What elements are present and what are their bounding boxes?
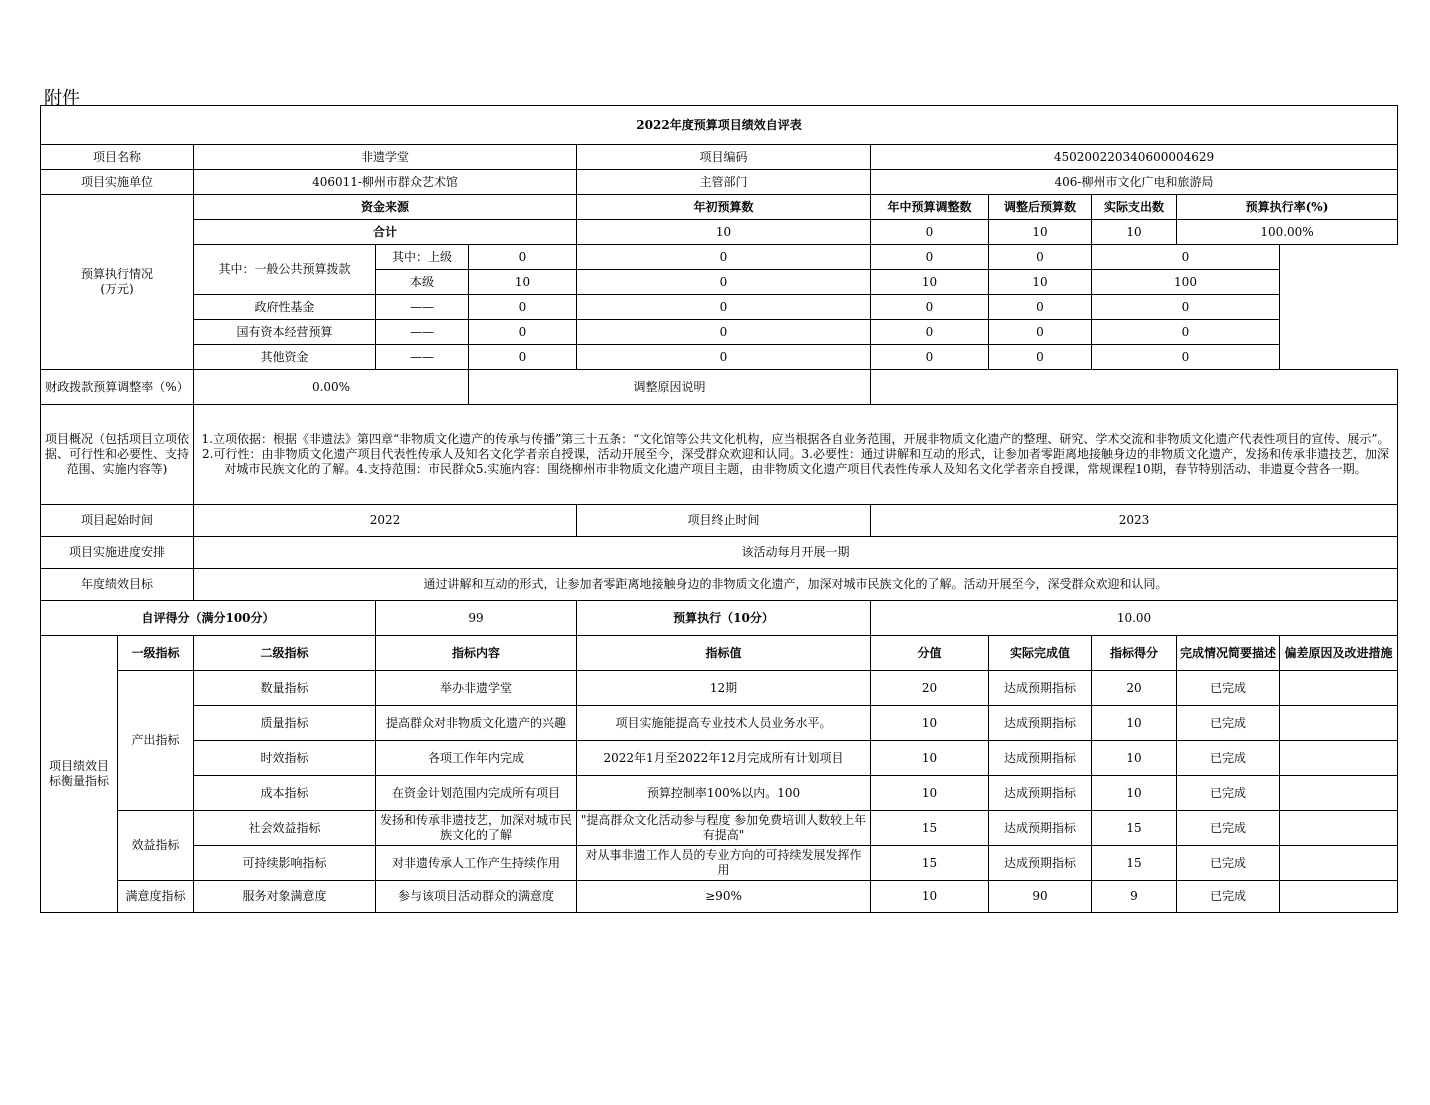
overview-label: 项目概况（包括项目立项依据、可行性和必要性、支持范围、实施内容等) xyxy=(41,405,194,505)
other-actual: 0 xyxy=(989,345,1092,370)
page-title: 2022年度预算项目绩效自评表 xyxy=(41,106,1398,145)
indicator-actual: 达成预期指标 xyxy=(989,706,1092,741)
upper-mid: 0 xyxy=(577,245,871,270)
adjust-reason-value xyxy=(871,370,1398,405)
soe-mid: 0 xyxy=(577,320,871,345)
indicator-content: 在资金计划范围内完成所有项目 xyxy=(376,776,577,811)
gov-fund-dash: —— xyxy=(376,295,469,320)
indicator-score: 10 xyxy=(1092,706,1177,741)
budget-section-title: 预算执行情况 xyxy=(80,267,153,281)
level2-name: 服务对象满意度 xyxy=(194,881,376,913)
header-initial: 年初预算数 xyxy=(577,195,871,220)
table-row xyxy=(41,245,1398,270)
indicator-score: 10 xyxy=(1092,741,1177,776)
indicator-reason xyxy=(1280,846,1398,881)
indicator-value: ≥90% xyxy=(577,881,871,913)
indicator-actual: 达成预期指标 xyxy=(989,671,1092,706)
indicator-value: "提高群众文化活动参与程度 参加免费培训人数较上年有提高" xyxy=(577,811,871,846)
progress-label: 项目实施进度安排 xyxy=(41,537,194,569)
indicator-weight: 15 xyxy=(871,811,989,846)
start-time-label: 项目起始时间 xyxy=(41,505,194,537)
indicator-score: 10 xyxy=(1092,776,1177,811)
upper-initial: 0 xyxy=(469,245,577,270)
indicator-value: 2022年1月至2022年12月完成所有计划项目 xyxy=(577,741,871,776)
other-label: 其他资金 xyxy=(194,345,376,370)
gov-fund-rate: 0 xyxy=(1092,295,1280,320)
indicator-content: 各项工作年内完成 xyxy=(376,741,577,776)
level2-name: 可持续影响指标 xyxy=(194,846,376,881)
project-name: 非遗学堂 xyxy=(194,145,577,170)
level2-name: 时效指标 xyxy=(194,741,376,776)
indicator-weight: 10 xyxy=(871,741,989,776)
indicator-score: 20 xyxy=(1092,671,1177,706)
indicator-content: 对非遗传承人工作产生持续作用 xyxy=(376,846,577,881)
group-satisfaction: 满意度指标 xyxy=(118,881,194,913)
header-mid-adjust: 年中预算调整数 xyxy=(871,195,989,220)
indicator-score: 15 xyxy=(1092,846,1177,881)
indicator-content: 发扬和传承非遗技艺，加深对城市民族文化的了解 xyxy=(376,811,577,846)
local-adjusted: 10 xyxy=(871,270,989,295)
total-label: 合计 xyxy=(194,220,577,245)
project-code: 450200220340600004629 xyxy=(871,145,1398,170)
adjust-reason-label: 调整原因说明 xyxy=(469,370,871,405)
indicator-score: 9 xyxy=(1092,881,1177,913)
gov-fund-adjusted: 0 xyxy=(871,295,989,320)
indicator-content: 举办非遗学堂 xyxy=(376,671,577,706)
general-budget-label: 其中：一般公共预算拨款 xyxy=(194,245,376,295)
start-time: 2022 xyxy=(194,505,577,537)
overview-text: 1.立项依据：根据《非遗法》第四章“非物质文化遗产的传承与传播”第三十五条：“文化馆等公共文化机构，应当根据各自业务范围，开展非物质文化遗产的整理、研究、学术交流和非物质文化遗产代表性项目的宣传、展示”。2.可行性：由非物质文化遗产项目代表性传承人及知名文化学者亲自授课，活动开展至今，深受群众欢迎和认同。3.必要性：通过讲解和互动的形式，让参加者零距离地接触身边的非物质文化遗产，发扬和传承非遗技艺，加深对城市民族文化的了解。4.支持范围：市民群众5.实施内容：围绕柳州市非物质文化遗产项目主题，由非物质文化遗产项目代表性传承人及知名文化学者亲自授课，常规课程10期，春节特别活动、非遗夏令营各一期。 xyxy=(194,405,1398,505)
indicator-status: 已完成 xyxy=(1177,846,1280,881)
header-source: 资金来源 xyxy=(194,195,577,220)
other-adjusted: 0 xyxy=(871,345,989,370)
adjust-rate-label: 财政拨款预算调整率（%） xyxy=(41,370,194,405)
total-adjusted: 10 xyxy=(989,220,1092,245)
budget-section-unit: (万元) xyxy=(100,282,134,296)
header-content: 指标内容 xyxy=(376,636,577,671)
header-value: 指标值 xyxy=(577,636,871,671)
indicator-status: 已完成 xyxy=(1177,881,1280,913)
group-effect: 效益指标 xyxy=(118,811,194,881)
indicator-actual: 达成预期指标 xyxy=(989,776,1092,811)
indicator-value: 对从事非遗工作人员的专业方向的可持续发展发挥作用 xyxy=(577,846,871,881)
annual-goal-label: 年度绩效目标 xyxy=(41,569,194,601)
indicator-status: 已完成 xyxy=(1177,671,1280,706)
adjust-rate-value: 0.00% xyxy=(194,370,469,405)
project-name-label: 项目名称 xyxy=(41,145,194,170)
header-score: 指标得分 xyxy=(1092,636,1177,671)
indicator-value: 12期 xyxy=(577,671,871,706)
upper-adjusted: 0 xyxy=(871,245,989,270)
table-row xyxy=(41,220,1398,245)
indicator-actual: 达成预期指标 xyxy=(989,741,1092,776)
header-adjusted: 调整后预算数 xyxy=(989,195,1092,220)
header-reason: 偏差原因及改进措施 xyxy=(1280,636,1398,671)
indicator-score: 15 xyxy=(1092,811,1177,846)
indicator-content: 提高群众对非物质文化遗产的兴趣 xyxy=(376,706,577,741)
soe-dash: —— xyxy=(376,320,469,345)
indicator-section-label: 项目绩效目标衡量指标 xyxy=(41,636,118,913)
project-code-label: 项目编码 xyxy=(577,145,871,170)
table-row xyxy=(41,881,1398,913)
indicator-weight: 10 xyxy=(871,881,989,913)
indicator-weight: 10 xyxy=(871,776,989,811)
budget-exec-label: 预算执行（10分） xyxy=(577,601,871,636)
soe-label: 国有资本经营预算 xyxy=(194,320,376,345)
progress-text: 该活动每月开展一期 xyxy=(194,537,1398,569)
header-status: 完成情况简要描述 xyxy=(1177,636,1280,671)
gov-fund-actual: 0 xyxy=(989,295,1092,320)
dept-label: 主管部门 xyxy=(577,170,871,195)
level2-name: 成本指标 xyxy=(194,776,376,811)
table-row xyxy=(41,776,1398,811)
soe-initial: 0 xyxy=(469,320,577,345)
total-rate: 100.00% xyxy=(1177,220,1398,245)
total-mid: 0 xyxy=(871,220,989,245)
local-mid: 0 xyxy=(577,270,871,295)
local-rate: 100 xyxy=(1092,270,1280,295)
indicator-status: 已完成 xyxy=(1177,811,1280,846)
indicator-weight: 15 xyxy=(871,846,989,881)
indicator-weight: 20 xyxy=(871,671,989,706)
other-mid: 0 xyxy=(577,345,871,370)
indicator-status: 已完成 xyxy=(1177,741,1280,776)
indicator-reason xyxy=(1280,706,1398,741)
other-dash: —— xyxy=(376,345,469,370)
indicator-status: 已完成 xyxy=(1177,706,1280,741)
other-initial: 0 xyxy=(469,345,577,370)
header-weight: 分值 xyxy=(871,636,989,671)
indicator-status: 已完成 xyxy=(1177,776,1280,811)
indicator-reason xyxy=(1280,776,1398,811)
budget-exec-value: 10.00 xyxy=(871,601,1398,636)
indicator-actual: 90 xyxy=(989,881,1092,913)
header-rate: 预算执行率(%) xyxy=(1177,195,1398,220)
gov-fund-mid: 0 xyxy=(577,295,871,320)
attachment-label: 附件 xyxy=(44,88,80,109)
indicator-reason xyxy=(1280,881,1398,913)
level2-name: 质量指标 xyxy=(194,706,376,741)
table-row xyxy=(41,706,1398,741)
local-initial: 10 xyxy=(469,270,577,295)
upper-rate: 0 xyxy=(1092,245,1280,270)
unit-value: 406011-柳州市群众艺术馆 xyxy=(194,170,577,195)
performance-table xyxy=(40,105,1398,913)
table-row xyxy=(41,811,1398,846)
local-label: 本级 xyxy=(376,270,469,295)
indicator-reason xyxy=(1280,811,1398,846)
end-time: 2023 xyxy=(871,505,1398,537)
other-rate: 0 xyxy=(1092,345,1280,370)
table-row xyxy=(41,741,1398,776)
self-score-label: 自评得分（满分100分） xyxy=(41,601,376,636)
indicator-reason xyxy=(1280,671,1398,706)
annual-goal-text: 通过讲解和互动的形式，让参加者零距离地接触身边的非物质文化遗产，加深对城市民族文化的了解。活动开展至今，深受群众欢迎和认同。 xyxy=(194,569,1398,601)
header-level1: 一级指标 xyxy=(118,636,194,671)
indicator-value: 预算控制率100%以内。100 xyxy=(577,776,871,811)
local-actual: 10 xyxy=(989,270,1092,295)
table-row xyxy=(41,320,1398,345)
group-output: 产出指标 xyxy=(118,671,194,811)
table-row xyxy=(41,345,1398,370)
dept-value: 406-柳州市文化广电和旅游局 xyxy=(871,170,1398,195)
header-actual: 实际支出数 xyxy=(1092,195,1177,220)
end-time-label: 项目终止时间 xyxy=(577,505,871,537)
header-level2: 二级指标 xyxy=(194,636,376,671)
table-row xyxy=(41,671,1398,706)
header-actual-value: 实际完成值 xyxy=(989,636,1092,671)
soe-rate: 0 xyxy=(1092,320,1280,345)
unit-label: 项目实施单位 xyxy=(41,170,194,195)
indicator-value: 项目实施能提高专业技术人员业务水平。 xyxy=(577,706,871,741)
self-score-value: 99 xyxy=(376,601,577,636)
total-initial: 10 xyxy=(577,220,871,245)
table-row xyxy=(41,846,1398,881)
soe-actual: 0 xyxy=(989,320,1092,345)
soe-adjusted: 0 xyxy=(871,320,989,345)
level2-name: 数量指标 xyxy=(194,671,376,706)
upper-label: 其中：上级 xyxy=(376,245,469,270)
budget-section-label xyxy=(41,195,194,370)
level2-name: 社会效益指标 xyxy=(194,811,376,846)
indicator-weight: 10 xyxy=(871,706,989,741)
indicator-content: 参与该项目活动群众的满意度 xyxy=(376,881,577,913)
indicator-reason xyxy=(1280,741,1398,776)
indicator-actual: 达成预期指标 xyxy=(989,811,1092,846)
total-actual: 10 xyxy=(1092,220,1177,245)
table-row xyxy=(41,295,1398,320)
gov-fund-initial: 0 xyxy=(469,295,577,320)
gov-fund-label: 政府性基金 xyxy=(194,295,376,320)
indicator-actual: 达成预期指标 xyxy=(989,846,1092,881)
upper-actual: 0 xyxy=(989,245,1092,270)
